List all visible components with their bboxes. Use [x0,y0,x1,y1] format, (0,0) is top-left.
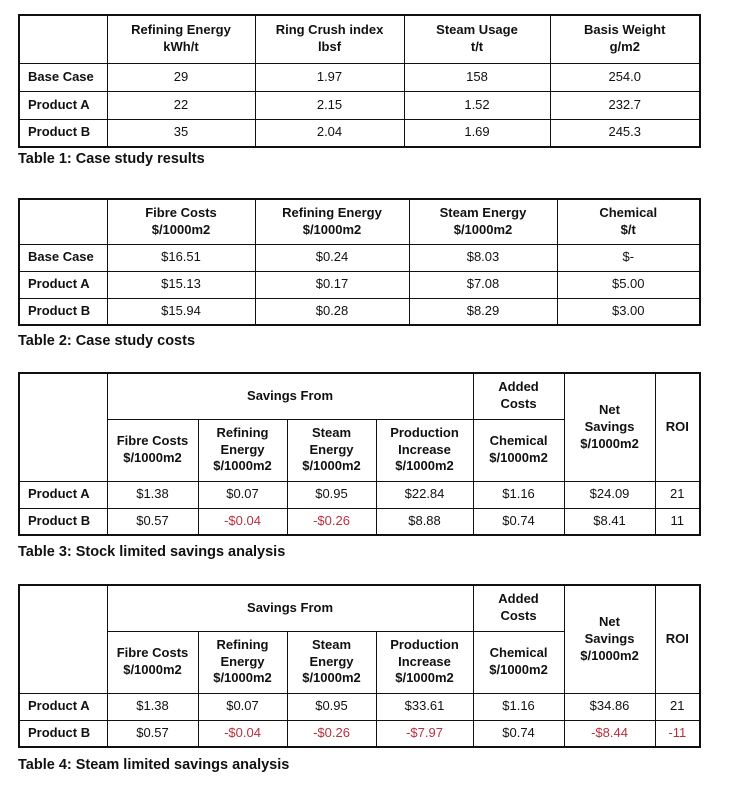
table-cell-negative: -$0.04 [198,720,287,747]
table-4-header-net-savings: Net Savings $/1000m2 [564,585,655,693]
table-row [19,244,700,271]
table-2-header-steam-energy: Steam Energy $/1000m2 [409,199,557,244]
table-cell: $8.41 [564,508,655,535]
table-3-header-roi: ROI [655,373,700,481]
table-cell: $1.38 [107,693,198,720]
table-4-header-steam-energy: Steam Energy $/1000m2 [287,631,376,693]
table-cell: $0.57 [107,720,198,747]
row-label: Base Case [19,63,107,91]
table-2 [18,198,701,326]
table-3-header-net-savings: Net Savings $/1000m2 [564,373,655,481]
row-label: Product A [19,693,107,720]
table-cell: 232.7 [550,91,700,119]
table-cell: $8.88 [376,508,473,535]
table-cell: $24.09 [564,481,655,508]
table-2-header-chemical: Chemical $/t [557,199,700,244]
table-3 [18,372,701,536]
table-cell: 35 [107,119,255,147]
table-4-caption: Table 4: Steam limited savings analysis [18,757,290,773]
table-row [19,481,700,508]
table-4 [18,584,701,748]
table-cell: 22 [107,91,255,119]
table-cell: 21 [655,693,700,720]
table-4-header-chemical: Chemical $/1000m2 [473,631,564,693]
table-1-header-refining-energy: Refining Energy kWh/t [107,15,255,63]
table-cell: $1.16 [473,481,564,508]
table-3-header-chemical: Chemical $/1000m2 [473,419,564,481]
table-cell-negative: -$0.26 [287,720,376,747]
table-cell: $3.00 [557,298,700,325]
table-3-header-refining-energy: Refining Energy $/1000m2 [198,419,287,481]
row-label: Product A [19,271,107,298]
row-label: Product B [19,720,107,747]
table-1-caption: Table 1: Case study results [18,151,205,167]
table-4-header-refining-energy: Refining Energy $/1000m2 [198,631,287,693]
table-cell: $5.00 [557,271,700,298]
table-3-header-fibre-costs: Fibre Costs $/1000m2 [107,419,198,481]
table-1-header-steam-usage: Steam Usage t/t [404,15,550,63]
table-row [19,298,700,325]
table-cell: 21 [655,481,700,508]
table-2-corner [19,199,107,244]
table-3-corner [19,373,107,481]
table-cell: $15.94 [107,298,255,325]
table-cell: $1.38 [107,481,198,508]
table-1-corner [19,15,107,63]
row-label: Product A [19,91,107,119]
table-cell-negative: -$7.97 [376,720,473,747]
row-label: Base Case [19,244,107,271]
table-1-header-ring-crush: Ring Crush index lbsf [255,15,404,63]
table-3-caption: Table 3: Stock limited savings analysis [18,544,286,560]
table-row [19,119,700,147]
table-4-header-fibre-costs: Fibre Costs $/1000m2 [107,631,198,693]
table-cell: $33.61 [376,693,473,720]
table-cell: 2.15 [255,91,404,119]
table-3-header-production-increase: Production Increase $/1000m2 [376,419,473,481]
table-cell: $34.86 [564,693,655,720]
table-cell: 1.69 [404,119,550,147]
table-cell: 158 [404,63,550,91]
table-cell: $8.03 [409,244,557,271]
table-cell: $0.57 [107,508,198,535]
table-4-header-production-increase: Production Increase $/1000m2 [376,631,473,693]
row-label: Product B [19,298,107,325]
table-cell: 254.0 [550,63,700,91]
table-2-caption: Table 2: Case study costs [18,333,196,349]
table-3-group-added-costs: Added Costs [473,373,564,419]
table-cell: $0.74 [473,720,564,747]
table-row [19,508,700,535]
table-row [19,693,700,720]
row-label: Product A [19,481,107,508]
table-cell: 29 [107,63,255,91]
table-cell: $0.07 [198,481,287,508]
table-row [19,271,700,298]
table-cell: $15.13 [107,271,255,298]
table-cell: $0.95 [287,693,376,720]
table-cell: $0.24 [255,244,409,271]
table-cell-negative: -$0.26 [287,508,376,535]
table-cell: 1.52 [404,91,550,119]
table-cell: 2.04 [255,119,404,147]
table-2-header-refining-energy: Refining Energy $/1000m2 [255,199,409,244]
row-label: Product B [19,508,107,535]
table-1-header-basis-weight: Basis Weight g/m2 [550,15,700,63]
table-cell: $0.07 [198,693,287,720]
table-4-header-roi: ROI [655,585,700,693]
table-cell: $- [557,244,700,271]
table-row [19,63,700,91]
table-4-corner [19,585,107,693]
table-cell: $0.28 [255,298,409,325]
table-cell: 245.3 [550,119,700,147]
table-cell: $7.08 [409,271,557,298]
table-3-header-steam-energy: Steam Energy $/1000m2 [287,419,376,481]
table-row [19,91,700,119]
table-cell: 11 [655,508,700,535]
table-cell: $0.74 [473,508,564,535]
table-3-group-savings-from: Savings From [107,373,473,419]
table-cell: $16.51 [107,244,255,271]
row-label: Product B [19,119,107,147]
table-cell: $1.16 [473,693,564,720]
table-cell: $0.95 [287,481,376,508]
table-row [19,720,700,747]
table-cell: $22.84 [376,481,473,508]
table-4-group-added-costs: Added Costs [473,585,564,631]
table-2-header-fibre-costs: Fibre Costs $/1000m2 [107,199,255,244]
table-cell-negative: -$8.44 [564,720,655,747]
table-4-group-savings-from: Savings From [107,585,473,631]
table-cell: $8.29 [409,298,557,325]
table-cell-negative: -$0.04 [198,508,287,535]
table-1 [18,14,701,148]
table-cell: 1.97 [255,63,404,91]
table-cell-negative: -11 [655,720,700,747]
table-cell: $0.17 [255,271,409,298]
